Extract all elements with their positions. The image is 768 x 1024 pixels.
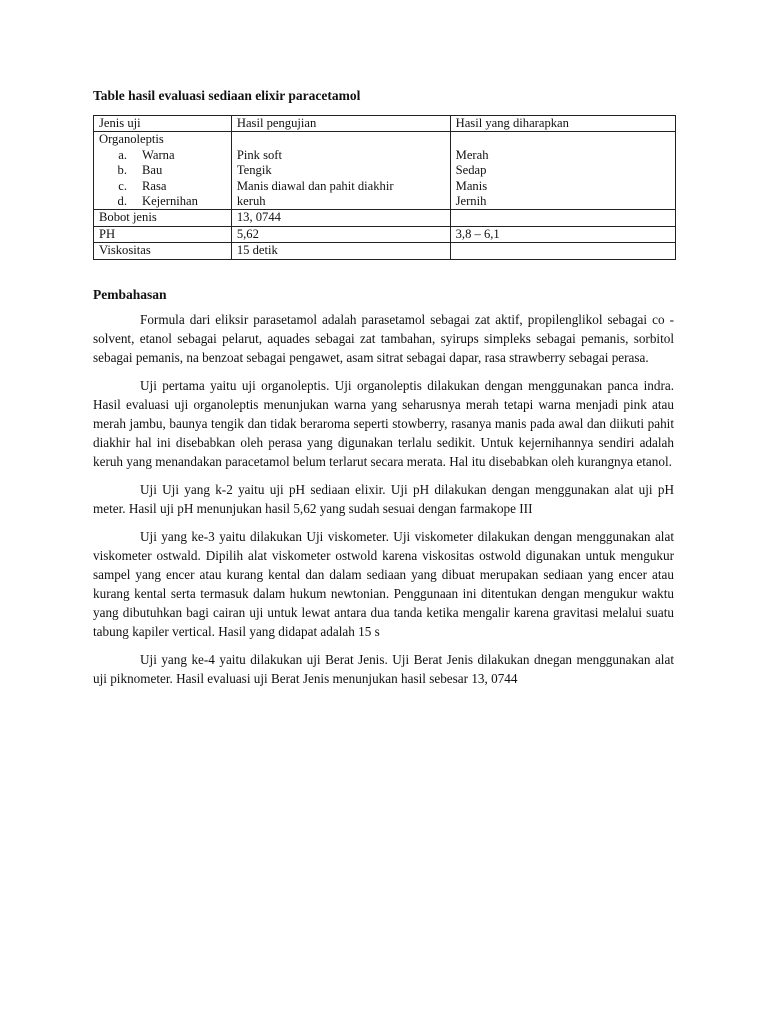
paragraph: Uji yang ke-3 yaitu dilakukan Uji viskometer. Uji viskometer dilakukan dengan menggunakan alat viskometer ostwald. Dipilih alat viskometer ostwold karena viskositas ostwold digunakan untuk mengukur sampel yang encer atau kurang kental dan dalam sediaan yang dibuat merupakan sediaan yang encer atau kurang kental serta termasuk dalam hukum newtonian. Penggunaan ini ditentukan dengan mengukur waktu yang dibutuhkan bagi cairan uji untuk lewat antara dua tanda ketika mengalir karena gravitasi melalui suatu tabung kapiler vertical. Hasil yang didapat adalah 15 s <box>93 529 674 639</box>
header-jenis-uji: Jenis uji <box>94 116 232 132</box>
results-table <box>93 115 676 260</box>
item-name: Kejernihan <box>142 194 198 209</box>
table-title: Table hasil evaluasi sediaan elixir paracetamol <box>93 88 361 103</box>
item-name: Rasa <box>142 178 167 193</box>
table-row <box>94 243 676 259</box>
table-row <box>94 210 676 226</box>
organoleptis-cell <box>94 132 232 210</box>
cell-jenis: PH <box>94 226 232 242</box>
cell-harapan <box>450 210 675 226</box>
table-row <box>94 226 676 242</box>
header-hasil-pengujian: Hasil pengujian <box>231 116 450 132</box>
header-hasil-diharapkan: Hasil yang diharapkan <box>450 116 675 132</box>
list-marker: c. <box>118 178 127 193</box>
paragraph: Uji yang ke-4 yaitu dilakukan uji Berat Jenis. Uji Berat Jenis dilakukan dnegan menggunakan alat uji piknometer. Hasil evaluasi uji Berat Jenis menunjukan hasil sebesar 13, 0744 <box>93 652 674 686</box>
list-item <box>99 148 231 163</box>
cell-harapan: 3,8 – 6,1 <box>450 226 675 242</box>
harapan-kejernihan: Jernih <box>455 194 487 209</box>
harapan-warna: Merah <box>455 147 489 162</box>
hasil-kejernihan: keruh <box>236 194 266 209</box>
list-item <box>99 163 231 178</box>
cell-harapan <box>450 243 675 259</box>
organoleptis-hasil-cell <box>231 132 450 210</box>
organoleptis-harapan-cell <box>450 132 675 210</box>
list-marker: a. <box>118 147 127 162</box>
list-item <box>99 194 231 209</box>
hasil-bau: Tengik <box>236 163 272 178</box>
cell-hasil: 5,62 <box>231 226 450 242</box>
paragraph: Uji pertama yaitu uji organoleptis. Uji organoleptis dilakukan dengan menggunakan panca indra. Hasil evaluasi uji organoleptis menunjukan warna yang seharusnya merah tetapi warna menjadi pink atau merah jambu, baunya tengik dan tidak beraroma seperti stowberry, rasanya manis pada awal dan diikuti pahit diakhir hal ini disebabkan oleh perasa yang digunakan terlalu sedikit. Untuk kejernihannya sendiri adalah keruh yang menandakan paracetamol belum terlarut secara merata. Hal itu disebabkan oleh kurangnya etanol. <box>93 378 674 469</box>
paragraph: Uji Uji yang k-2 yaitu uji pH sediaan elixir. Uji pH dilakukan dengan menggunakan alat uji pH meter. Hasil uji pH menunjukan hasil 5,62 yang sudah sesuai dengan farmakope III <box>93 482 674 516</box>
paragraph: Formula dari eliksir parasetamol adalah parasetamol sebagai zat aktif, propilenglikol sebagai co - solvent, etanol sebagai pelarut, aquades sebagai zat tambahan, syirups simpleks sebagai pemanis, sorbitol sebagai pemanis, na benzoat sebagai pengawet, asam sitrat sebagai dapar, rasa strawberry sebagai perasa. <box>93 312 674 365</box>
item-name: Warna <box>142 147 175 162</box>
cell-hasil: 13, 0744 <box>231 210 450 226</box>
list-marker: b. <box>117 163 127 178</box>
item-name: Bau <box>142 163 163 178</box>
list-item <box>99 179 231 194</box>
harapan-rasa: Manis <box>455 178 488 193</box>
cell-jenis: Viskositas <box>94 243 232 259</box>
table-row-organoleptis <box>94 132 676 210</box>
table-header-row <box>94 116 676 132</box>
harapan-bau: Sedap <box>455 163 487 178</box>
hasil-warna: Pink soft <box>236 147 282 162</box>
cell-jenis: Bobot jenis <box>94 210 232 226</box>
cell-hasil: 15 detik <box>231 243 450 259</box>
list-marker: d. <box>117 194 127 209</box>
hasil-rasa: Manis diawal dan pahit diakhir <box>236 178 394 193</box>
section-heading-pembahasan: Pembahasan <box>93 287 167 302</box>
organoleptis-list <box>99 148 231 210</box>
organoleptis-label: Organoleptis <box>99 132 164 147</box>
discussion-body <box>93 310 674 697</box>
